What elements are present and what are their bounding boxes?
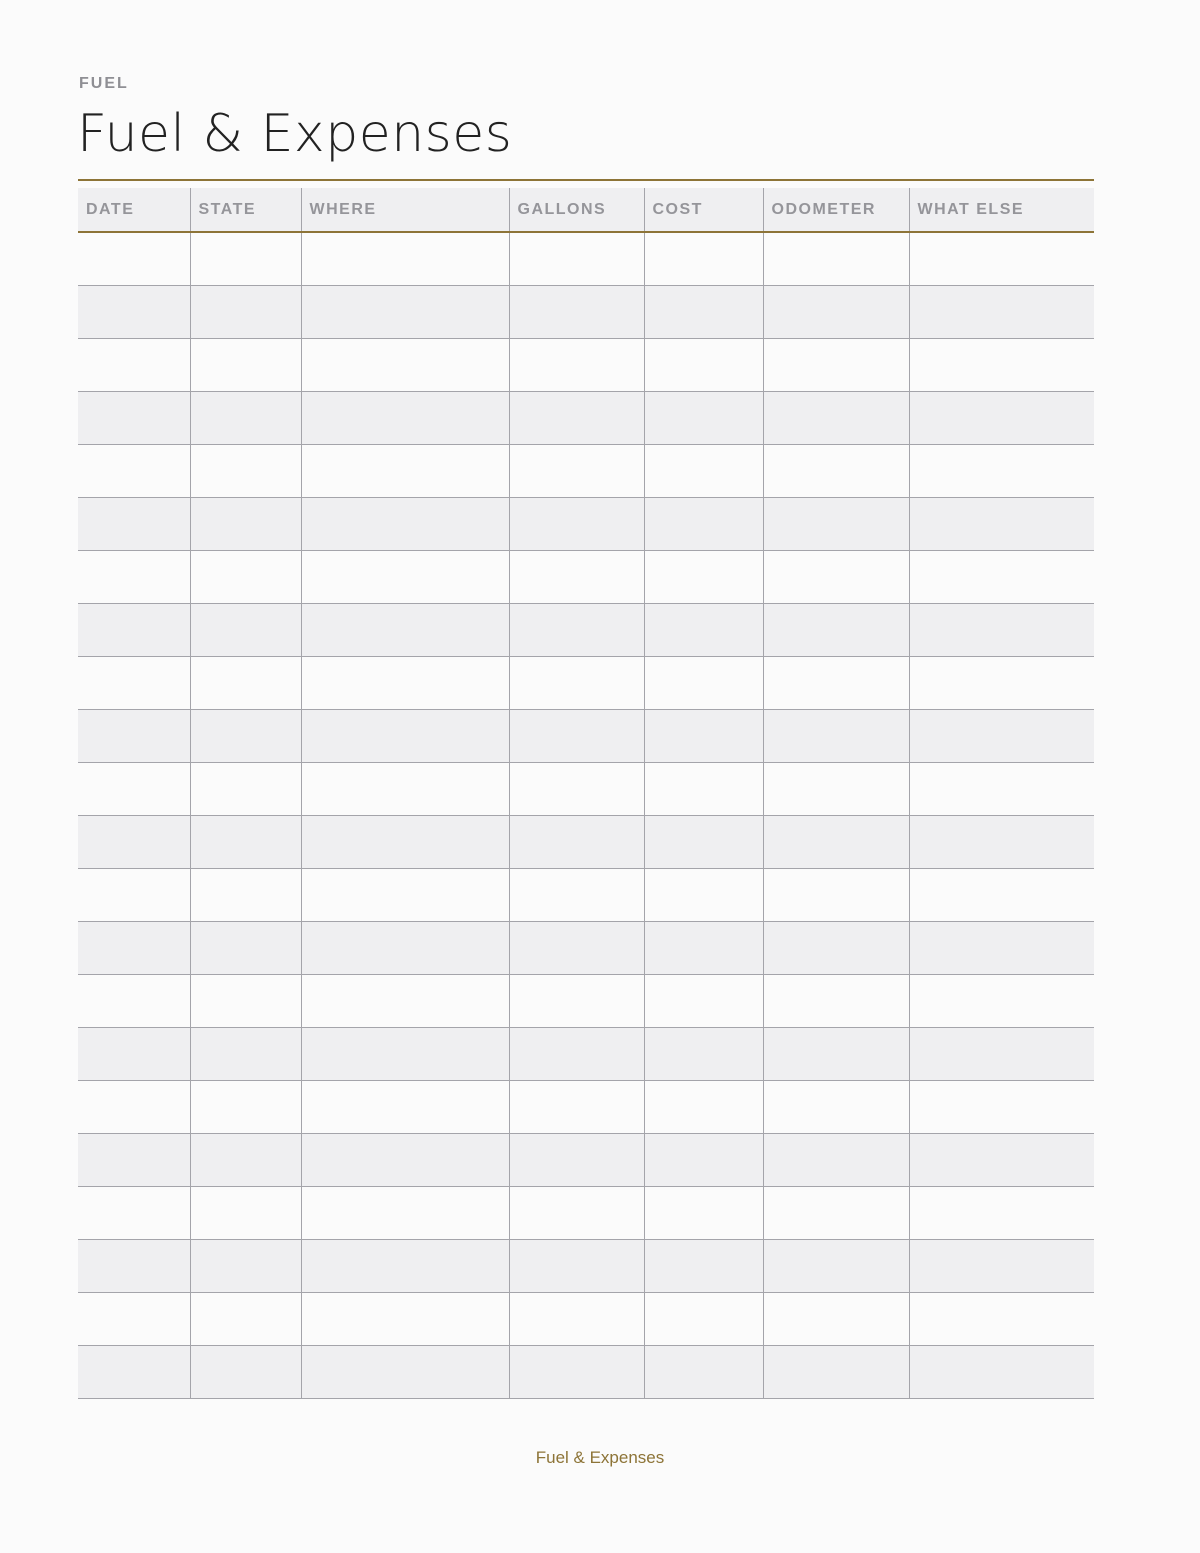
cell-what-else[interactable]: [909, 603, 1094, 656]
cell-where[interactable]: [301, 1080, 509, 1133]
cell-what-else[interactable]: [909, 974, 1094, 1027]
cell-gallons[interactable]: [509, 232, 644, 285]
cell-odometer[interactable]: [763, 709, 909, 762]
cell-where[interactable]: [301, 1186, 509, 1239]
cell-gallons[interactable]: [509, 391, 644, 444]
cell-gallons[interactable]: [509, 497, 644, 550]
cell-where[interactable]: [301, 709, 509, 762]
cell-date[interactable]: [78, 656, 190, 709]
fuel-log-table: [78, 188, 1094, 1399]
cell-gallons[interactable]: [509, 1186, 644, 1239]
cell-gallons[interactable]: [509, 815, 644, 868]
cell-cost[interactable]: [644, 762, 763, 815]
cell-gallons[interactable]: [509, 1345, 644, 1398]
column-header-where: WHERE: [301, 188, 509, 232]
cell-date[interactable]: [78, 921, 190, 974]
cell-gallons[interactable]: [509, 338, 644, 391]
cell-state[interactable]: [190, 603, 301, 656]
table-row: [78, 709, 1094, 762]
table-row: [78, 1345, 1094, 1398]
cell-where[interactable]: [301, 1027, 509, 1080]
cell-odometer[interactable]: [763, 1080, 909, 1133]
table-row: [78, 550, 1094, 603]
cell-gallons[interactable]: [509, 603, 644, 656]
cell-state[interactable]: [190, 974, 301, 1027]
cell-state[interactable]: [190, 1292, 301, 1345]
cell-what-else[interactable]: [909, 1186, 1094, 1239]
cell-gallons[interactable]: [509, 1080, 644, 1133]
cell-where[interactable]: [301, 338, 509, 391]
cell-what-else[interactable]: [909, 1133, 1094, 1186]
cell-date[interactable]: [78, 1186, 190, 1239]
cell-state[interactable]: [190, 868, 301, 921]
cell-date[interactable]: [78, 285, 190, 338]
cell-odometer[interactable]: [763, 391, 909, 444]
cell-what-else[interactable]: [909, 444, 1094, 497]
cell-state[interactable]: [190, 709, 301, 762]
cell-gallons[interactable]: [509, 1027, 644, 1080]
cell-what-else[interactable]: [909, 391, 1094, 444]
table-row: [78, 391, 1094, 444]
cell-cost[interactable]: [644, 921, 763, 974]
cell-odometer[interactable]: [763, 1345, 909, 1398]
cell-date[interactable]: [78, 1080, 190, 1133]
cell-cost[interactable]: [644, 603, 763, 656]
table-row: [78, 1239, 1094, 1292]
cell-state[interactable]: [190, 1133, 301, 1186]
cell-cost[interactable]: [644, 285, 763, 338]
cell-odometer[interactable]: [763, 921, 909, 974]
cell-odometer[interactable]: [763, 338, 909, 391]
cell-where[interactable]: [301, 868, 509, 921]
cell-cost[interactable]: [644, 656, 763, 709]
cell-state[interactable]: [190, 762, 301, 815]
cell-where[interactable]: [301, 391, 509, 444]
cell-date[interactable]: [78, 444, 190, 497]
cell-what-else[interactable]: [909, 550, 1094, 603]
cell-cost[interactable]: [644, 815, 763, 868]
cell-what-else[interactable]: [909, 1027, 1094, 1080]
table-row: [78, 1027, 1094, 1080]
cell-cost[interactable]: [644, 497, 763, 550]
cell-date[interactable]: [78, 974, 190, 1027]
table-row: [78, 603, 1094, 656]
table-body: [78, 232, 1094, 1398]
title-divider: [78, 179, 1094, 181]
cell-cost[interactable]: [644, 391, 763, 444]
cell-date[interactable]: [78, 1345, 190, 1398]
cell-date[interactable]: [78, 1027, 190, 1080]
cell-gallons[interactable]: [509, 656, 644, 709]
table-row: [78, 974, 1094, 1027]
cell-gallons[interactable]: [509, 550, 644, 603]
cell-odometer[interactable]: [763, 1292, 909, 1345]
cell-where[interactable]: [301, 815, 509, 868]
cell-state[interactable]: [190, 815, 301, 868]
page-title: Fuel & Expenses: [77, 104, 513, 164]
cell-where[interactable]: [301, 285, 509, 338]
cell-odometer[interactable]: [763, 868, 909, 921]
cell-state[interactable]: [190, 232, 301, 285]
column-header-date: DATE: [78, 188, 190, 232]
cell-where[interactable]: [301, 550, 509, 603]
cell-cost[interactable]: [644, 232, 763, 285]
cell-where[interactable]: [301, 232, 509, 285]
cell-odometer[interactable]: [763, 497, 909, 550]
cell-odometer[interactable]: [763, 232, 909, 285]
cell-date[interactable]: [78, 709, 190, 762]
cell-state[interactable]: [190, 1186, 301, 1239]
cell-cost[interactable]: [644, 1027, 763, 1080]
table-row: [78, 921, 1094, 974]
cell-gallons[interactable]: [509, 1239, 644, 1292]
cell-state[interactable]: [190, 1239, 301, 1292]
cell-odometer[interactable]: [763, 1186, 909, 1239]
cell-state[interactable]: [190, 550, 301, 603]
cell-gallons[interactable]: [509, 1133, 644, 1186]
cell-gallons[interactable]: [509, 709, 644, 762]
column-header-what-else: WHAT ELSE: [909, 188, 1094, 232]
table-row: [78, 868, 1094, 921]
cell-state[interactable]: [190, 391, 301, 444]
cell-cost[interactable]: [644, 444, 763, 497]
cell-date[interactable]: [78, 338, 190, 391]
cell-what-else[interactable]: [909, 1345, 1094, 1398]
cell-odometer[interactable]: [763, 1239, 909, 1292]
cell-odometer[interactable]: [763, 656, 909, 709]
column-header-odometer: ODOMETER: [763, 188, 909, 232]
cell-where[interactable]: [301, 656, 509, 709]
cell-cost[interactable]: [644, 974, 763, 1027]
cell-cost[interactable]: [644, 1292, 763, 1345]
cell-date[interactable]: [78, 550, 190, 603]
cell-odometer[interactable]: [763, 444, 909, 497]
cell-cost[interactable]: [644, 550, 763, 603]
cell-date[interactable]: [78, 1133, 190, 1186]
cell-where[interactable]: [301, 603, 509, 656]
table-row: [78, 815, 1094, 868]
cell-gallons[interactable]: [509, 921, 644, 974]
cell-odometer[interactable]: [763, 1133, 909, 1186]
cell-where[interactable]: [301, 1292, 509, 1345]
table-row: [78, 1186, 1094, 1239]
table-row: [78, 656, 1094, 709]
table-row: [78, 1080, 1094, 1133]
cell-cost[interactable]: [644, 338, 763, 391]
cell-date[interactable]: [78, 232, 190, 285]
cell-where[interactable]: [301, 497, 509, 550]
cell-state[interactable]: [190, 1080, 301, 1133]
cell-date[interactable]: [78, 497, 190, 550]
cell-gallons[interactable]: [509, 762, 644, 815]
cell-gallons[interactable]: [509, 1292, 644, 1345]
cell-date[interactable]: [78, 868, 190, 921]
cell-cost[interactable]: [644, 1080, 763, 1133]
cell-odometer[interactable]: [763, 815, 909, 868]
cell-cost[interactable]: [644, 1133, 763, 1186]
cell-state[interactable]: [190, 921, 301, 974]
cell-state[interactable]: [190, 497, 301, 550]
cell-odometer[interactable]: [763, 1027, 909, 1080]
cell-date[interactable]: [78, 603, 190, 656]
cell-cost[interactable]: [644, 1186, 763, 1239]
cell-cost[interactable]: [644, 1345, 763, 1398]
table-row: [78, 285, 1094, 338]
cell-date[interactable]: [78, 815, 190, 868]
cell-date[interactable]: [78, 1292, 190, 1345]
cell-what-else[interactable]: [909, 1239, 1094, 1292]
column-header-state: STATE: [190, 188, 301, 232]
table-row: [78, 444, 1094, 497]
cell-what-else[interactable]: [909, 232, 1094, 285]
cell-what-else[interactable]: [909, 497, 1094, 550]
cell-what-else[interactable]: [909, 285, 1094, 338]
table-row: [78, 497, 1094, 550]
cell-gallons[interactable]: [509, 285, 644, 338]
cell-state[interactable]: [190, 1345, 301, 1398]
cell-date[interactable]: [78, 1239, 190, 1292]
cell-gallons[interactable]: [509, 868, 644, 921]
cell-what-else[interactable]: [909, 656, 1094, 709]
section-eyebrow: FUEL: [79, 75, 129, 92]
cell-cost[interactable]: [644, 868, 763, 921]
column-header-gallons: GALLONS: [509, 188, 644, 232]
cell-cost[interactable]: [644, 1239, 763, 1292]
cell-where[interactable]: [301, 1345, 509, 1398]
cell-state[interactable]: [190, 285, 301, 338]
cell-date[interactable]: [78, 391, 190, 444]
cell-where[interactable]: [301, 921, 509, 974]
cell-state[interactable]: [190, 656, 301, 709]
cell-odometer[interactable]: [763, 550, 909, 603]
table-row: [78, 232, 1094, 285]
cell-where[interactable]: [301, 444, 509, 497]
cell-what-else[interactable]: [909, 1080, 1094, 1133]
cell-where[interactable]: [301, 974, 509, 1027]
cell-where[interactable]: [301, 1239, 509, 1292]
cell-odometer[interactable]: [763, 603, 909, 656]
cell-cost[interactable]: [644, 709, 763, 762]
cell-odometer[interactable]: [763, 285, 909, 338]
cell-what-else[interactable]: [909, 709, 1094, 762]
cell-what-else[interactable]: [909, 815, 1094, 868]
table-row: [78, 1292, 1094, 1345]
cell-date[interactable]: [78, 762, 190, 815]
table-row: [78, 762, 1094, 815]
table-row: [78, 1133, 1094, 1186]
cell-what-else[interactable]: [909, 1292, 1094, 1345]
column-header-cost: COST: [644, 188, 763, 232]
cell-where[interactable]: [301, 762, 509, 815]
cell-odometer[interactable]: [763, 762, 909, 815]
cell-what-else[interactable]: [909, 921, 1094, 974]
cell-gallons[interactable]: [509, 974, 644, 1027]
page-footer: Fuel & Expenses: [535, 1448, 665, 1467]
cell-odometer[interactable]: [763, 974, 909, 1027]
cell-where[interactable]: [301, 1133, 509, 1186]
cell-state[interactable]: [190, 444, 301, 497]
cell-state[interactable]: [190, 338, 301, 391]
cell-gallons[interactable]: [509, 444, 644, 497]
table-header-row: [78, 188, 1094, 232]
cell-what-else[interactable]: [909, 338, 1094, 391]
cell-what-else[interactable]: [909, 762, 1094, 815]
cell-what-else[interactable]: [909, 868, 1094, 921]
cell-state[interactable]: [190, 1027, 301, 1080]
table-row: [78, 338, 1094, 391]
